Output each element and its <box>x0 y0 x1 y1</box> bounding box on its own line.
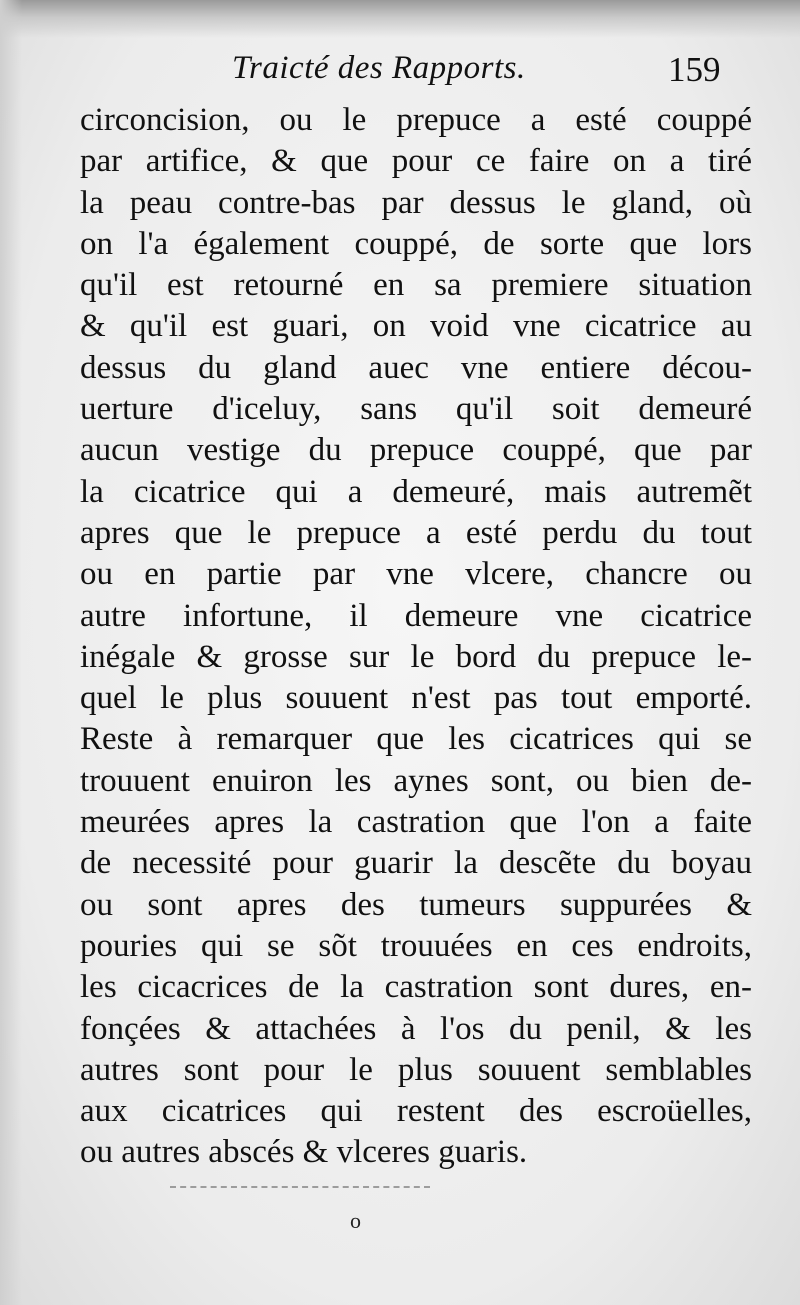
text-line: ou autres abscés & vlceres guaris. <box>80 1134 528 1171</box>
text-line: Reste à remarquer que les cicatrices qui se <box>80 721 752 758</box>
text-line: aucun vestige du prepuce couppé, que par <box>80 432 752 469</box>
text-line: les cicacrices de la castration sont dures, en- <box>80 969 752 1006</box>
text-line: inégale & grosse sur le bord du prepuce le- <box>80 638 752 675</box>
text-line: la cicatrice qui a demeuré, mais autremẽt <box>80 473 752 510</box>
text-line: aux cicatrices qui restent des escroüelles, <box>80 1093 752 1130</box>
footer-mark: o <box>350 1208 361 1233</box>
text-line: de necessité pour guarir la descẽte du boyau <box>80 845 752 882</box>
running-title: Traicté des Rapports. <box>232 50 526 86</box>
text-line: & qu'il est guari, on void vne cicatrice au <box>80 308 752 345</box>
text-line: uerture d'iceluy, sans qu'il soit demeuré <box>80 391 752 428</box>
text-line: dessus du gland auec vne entiere décou- <box>80 349 752 386</box>
text-line: on l'a également couppé, de sorte que lors <box>80 225 752 262</box>
text-line: par artifice, & que pour ce faire on a tiré <box>80 143 752 180</box>
text-line: autre infortune, il demeure vne cicatrice <box>80 597 752 634</box>
text-line: autres sont pour le plus souuent semblables <box>80 1051 752 1088</box>
text-line: ou en partie par vne vlcere, chancre ou <box>80 556 752 593</box>
text-line: ou sont apres des tumeurs suppurées & <box>80 886 752 923</box>
text-line: quel le plus souuent n'est pas tout emporté. <box>80 680 752 717</box>
page-left-edge <box>0 0 22 1305</box>
page-number: 159 <box>668 50 721 89</box>
text-line: meurées apres la castration que l'on a faite <box>80 804 752 841</box>
text-line: pouries qui se sõt trouuées en ces endroits, <box>80 927 752 964</box>
text-line: trouuent enuiron les aynes sont, ou bien de- <box>80 762 752 799</box>
text-line: qu'il est retourné en sa premiere situation <box>80 267 752 304</box>
text-line: fonçées & attachées à l'os du penil, & les <box>80 1010 752 1047</box>
body-text <box>80 100 752 1174</box>
page-top-shadow <box>0 0 800 38</box>
bottom-rule <box>170 1186 430 1188</box>
text-line: apres que le prepuce a esté perdu du tout <box>80 514 752 551</box>
text-line: circoncision, ou le prepuce a esté couppé <box>80 102 752 138</box>
text-line: la peau contre-bas par dessus le gland, où <box>80 184 752 221</box>
